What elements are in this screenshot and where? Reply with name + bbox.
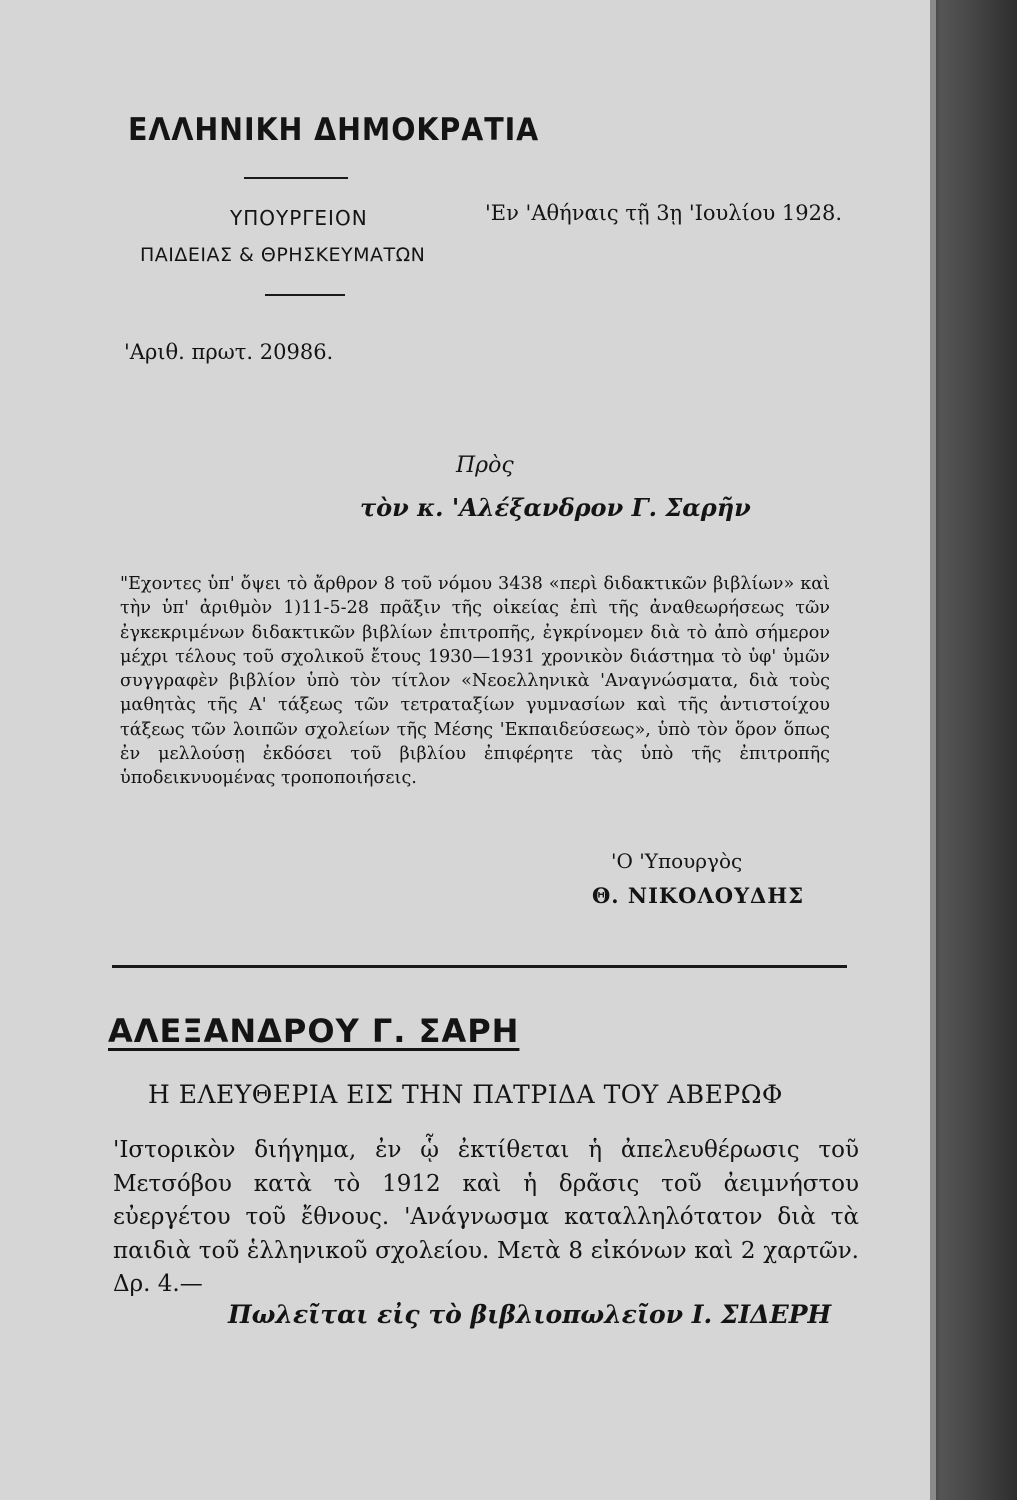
ad-description: 'Ιστορικὸν διήγημα, ἐν ᾧ ἐκτίθεται ἡ ἀπελευθέρωσις τοῦ Μετσόβου κατὰ τὸ 1912 καὶ ἡ δρᾶσις τοῦ ἀειμνήστου εὐεργέτου τοῦ ἔθνους. 'Ανάγνωσμα καταλληλότατον διὰ τὰ παιδιὰ τοῦ ἑλληνικοῦ σχολείου. Μετὰ 8 εἰκόνων καὶ 2 χαρτῶν. Δρ. 4.— [113,1137,859,1297]
ad-seller: Πωλεῖται εἰς τὸ βιβλιοπωλεῖον Ι. ΣΙΔΕΡΗ [228,1300,832,1329]
book-spine [930,0,1017,1500]
signature-title: 'Ο 'Υπουργὸς [611,849,743,873]
republic-heading: ΕΛΛΗΝΙΚΗ ΔΗΜΟΚΡΑΤΙΑ [128,112,540,148]
letter-body: "Εχοντες ὑπ' ὄψει τὸ ἄρθρον 8 τοῦ νόμου 3438 «περὶ διδακτικῶν βιβλίων» καὶ τὴν ὑπ' ἀριθμὸν 1)11-5-28 πρᾶξιν τῆς οἰκείας ἐπὶ τῆς ἀναθεωρήσεως τῶν ἐγκεκριμένων διδακτικῶν βιβλίων ἐπιτροπῆς, ἐγκρίνομεν διὰ τὸ ἀπὸ σήμερον μέχρι τέλους τοῦ σχολικοῦ ἔτους 1930—1931 χρονικὸν διάστημα τὸ ὑφ' ὑμῶν συγγραφὲν βιβλίον ὑπὸ τὸν τίτλον «Νεοελληνικὰ 'Αναγνώσματα, διὰ τοὺς μαθητὰς τῆς Α' τάξεως τῶν τετραταξίων γυμνασίων καὶ τῆς ἀντιστοίχου τάξεως τῶν λοιπῶν σχολείων τῆς Μέσης 'Εκπαιδεύσεως», ὑπὸ τὸν ὅρον ὅπως ἐν μελλούσῃ ἐκδόσει τοῦ βιβλίου ἐπιφέρητε τὰς ὑπὸ τῆς ἐπιτροπῆς ὑποδεικνυομένας τροποποιήσεις. [120,574,830,789]
spine-edge [930,0,936,1500]
divider [244,177,348,179]
addressee-name: τὸν κ. 'Αλέξανδρον Γ. Σαρῆν [360,493,751,522]
ministry-line-1: ΥΠΟΥΡΓΕΙΟΝ [230,206,368,230]
addressee-label: Πρὸς [456,453,514,478]
divider [265,294,345,296]
signature-name: Θ. ΝΙΚΟΛΟΥΔΗΣ [592,883,805,908]
ad-book-title: Η ΕΛΕΥΘΕΡΙΑ ΕΙΣ ΤΗΝ ΠΑΤΡΙΔΑ ΤΟΥ ΑΒΕΡΩΦ [148,1080,783,1109]
ad-author: ΑΛΕΞΑΝΔΡΟΥ Γ. ΣΑΡΗ [108,1012,520,1050]
ministry-line-2: ΠΑΙΔΕΙΑΣ & ΘΡΗΣΚΕΥΜΑΤΩΝ [140,244,426,266]
section-divider [112,965,847,968]
protocol-number: 'Αριθ. πρωτ. 20986. [124,340,334,364]
dateline: 'Εν 'Αθήναις τῇ 3ῃ 'Ιουλίου 1928. [485,201,843,225]
